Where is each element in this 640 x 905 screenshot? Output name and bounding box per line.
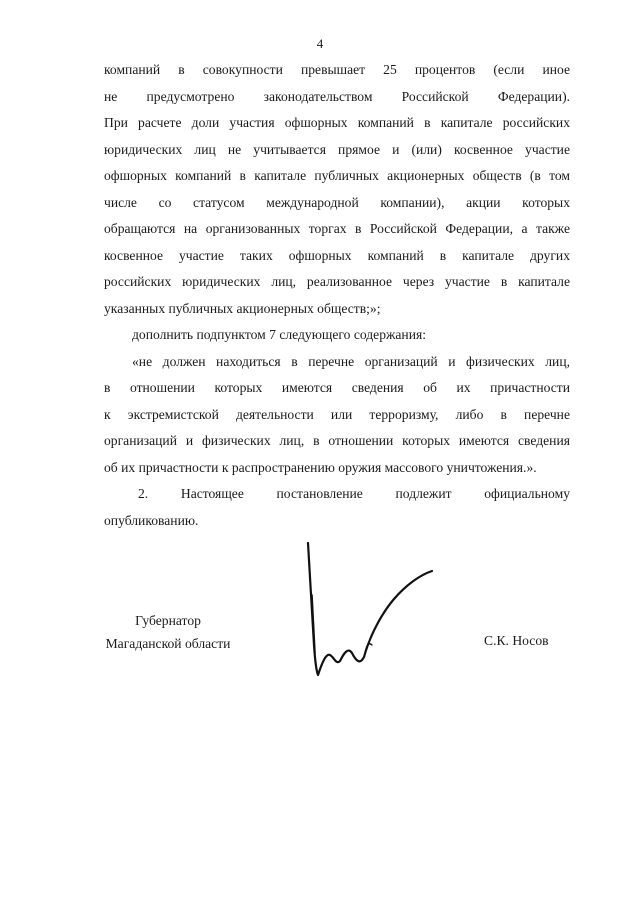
signer-name: С.К. Носов xyxy=(484,633,549,648)
body-line: компаний в совокупности превышает 25 процентов (если иное xyxy=(104,62,570,77)
body-line: не предусмотрено законодательством Российской Федерации). xyxy=(104,88,570,104)
body-line: косвенное участие таких офшорных компаний в капитале других xyxy=(104,247,570,263)
body-line: офшорных компаний в капитале публичных акционерных обществ (в том xyxy=(104,168,570,183)
body-line: указанных публичных акционерных обществ;»; xyxy=(104,300,381,316)
page-number: 4 xyxy=(316,36,324,51)
body-line: 2. Настоящее постановление подлежит официальному xyxy=(138,486,570,501)
body-line: При расчете доли участия офшорных компаний в капитале российских xyxy=(104,115,570,130)
body-line: «не должен находиться в перечне организаций и физических лиц, xyxy=(132,353,570,369)
body-line: в отношении которых имеются сведения об их причастности xyxy=(104,380,570,395)
handwritten-signature xyxy=(290,535,450,680)
body-line: опубликованию. xyxy=(104,512,199,528)
body-line: дополнить подпунктом 7 следующего содержания: xyxy=(132,327,427,342)
body-line: организаций и физических лиц, в отношении которых имеются сведения xyxy=(104,433,570,448)
body-line: обращаются на организованных торгах в Российской Федерации, а также xyxy=(104,221,570,236)
signer-position-line: Губернатор xyxy=(135,613,201,628)
signer-position xyxy=(78,609,258,655)
signer-position-line: Магаданской области xyxy=(105,636,231,651)
body-line: числе со статусом международной компании), акции которых xyxy=(104,194,570,210)
body-line: юридических лиц не учитывается прямое и (или) косвенное участие xyxy=(104,141,570,157)
body-line: российских юридических лиц, реализованное через участие в капитале xyxy=(104,274,570,289)
body-line: к экстремистской деятельности или терроризму, либо в перечне xyxy=(104,406,570,422)
body-line: об их причастности к распространению оружия массового уничтожения.». xyxy=(104,459,537,475)
